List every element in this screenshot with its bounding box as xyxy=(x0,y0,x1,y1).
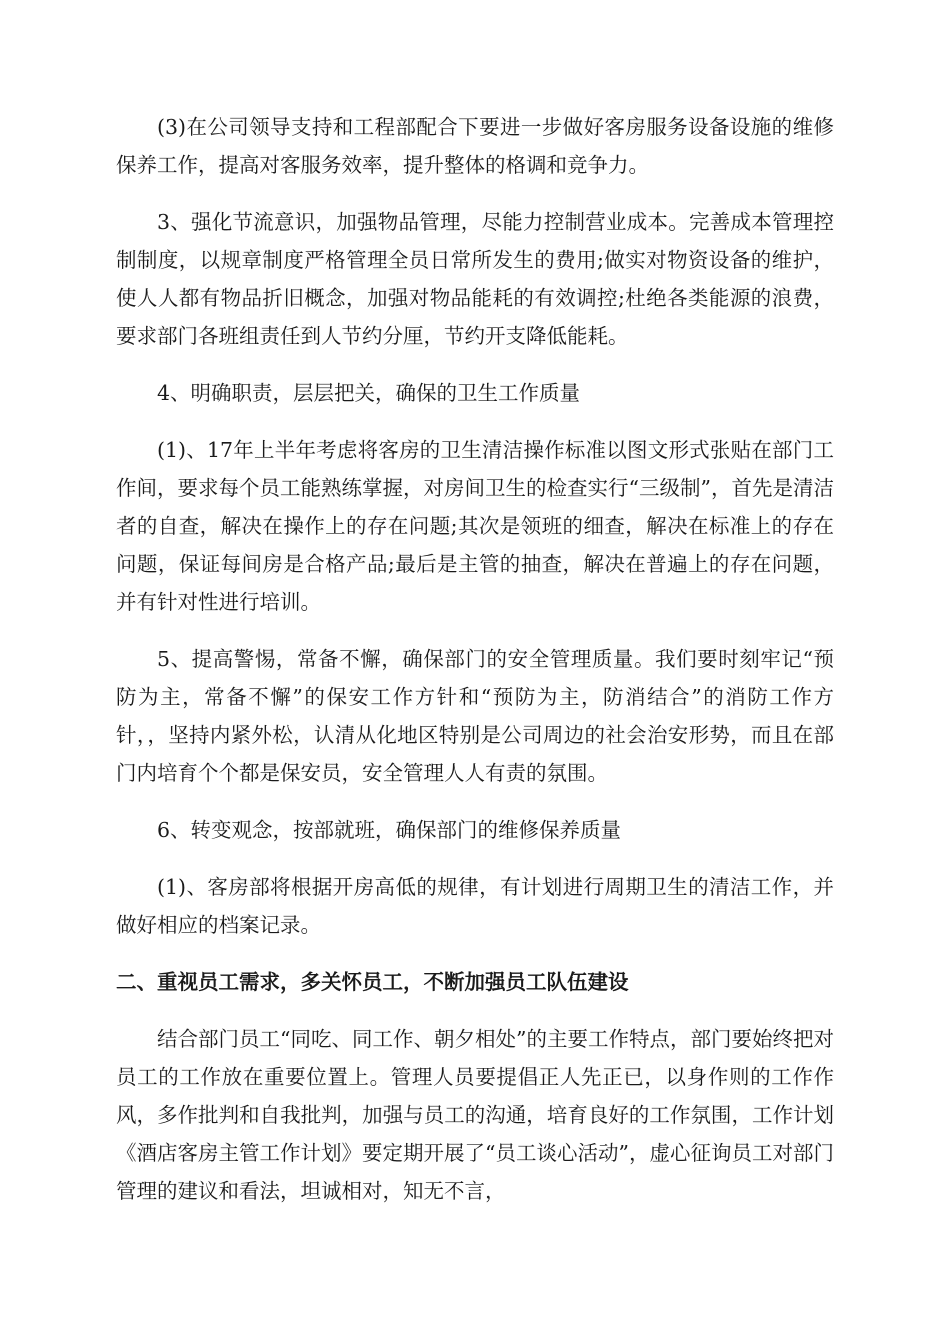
paragraph-hygiene-inspection: (1)、17年上半年考虑将客房的卫生清洁操作标准以图文形式张贴在部门工作间，要求每个员工能熟练掌握，对房间卫生的检查实行“三级制”，首先是清洁者的自查，解决在操作上的存在问题;其次是领班的细查，解决在标准上的存在问题，保证每间房是合格产品;最后是主管的抽查，解决在普遍上的存在问题，并有针对性进行培训。 xyxy=(116,438,834,614)
paragraph-cost-control: 3、强化节流意识，加强物品管理，尽能力控制营业成本。完善成本管理控制制度，以规章制度严格管理全员日常所发生的费用;做实对物资设备的维护，使人人都有物品折旧概念，加强对物品能耗的有效调控;杜绝各类能源的浪费，要求部门各班组责任到人节约分厘，节约开支降低能耗。 xyxy=(116,210,834,348)
document-body xyxy=(116,108,834,1229)
paragraph-staff-care: 结合部门员工“同吃、同工作、朝夕相处”的主要工作特点，部门要始终把对员工的工作放在重要位置上。管理人员要提倡正人先正已，以身作则的工作作风，多作批判和自我批判，加强与员工的沟通，培育良好的工作氛围，工作计划《酒店客房主管工作计划》要定期开展了“员工谈心活动”，虚心征询员工对部门管理的建议和看法，坦诚相对，知无不言， xyxy=(116,1027,834,1203)
section-heading-staff: 二、重视员工需求，多关怀员工，不断加强员工队伍建设 xyxy=(116,970,629,994)
paragraph-safety-management: 5、提高警惕，常备不懈，确保部门的安全管理质量。我们要时刻牢记“预防为主，常备不懈”的保安工作方针和“预防为主，防消结合”的消防工作方针，，坚持内紧外松，认清从化地区特别是公司周边的社会治安形势，而且在部门内培育个个都是保安员，安全管理人人有责的氛围。 xyxy=(116,647,834,785)
paragraph-hygiene-heading: 4、明确职责，层层把关，确保的卫生工作质量 xyxy=(157,381,581,405)
paragraph-periodic-cleaning: (1)、客房部将根据开房高低的规律，有计划进行周期卫生的清洁工作，并做好相应的档案记录。 xyxy=(116,875,834,937)
paragraph-maintenance-heading: 6、转变观念，按部就班，确保部门的维修保养质量 xyxy=(157,818,622,842)
paragraph-equipment-maintenance: (3)在公司领导支持和工程部配合下要进一步做好客房服务设备设施的维修保养工作，提高对客服务效率，提升整体的格调和竞争力。 xyxy=(116,115,834,177)
